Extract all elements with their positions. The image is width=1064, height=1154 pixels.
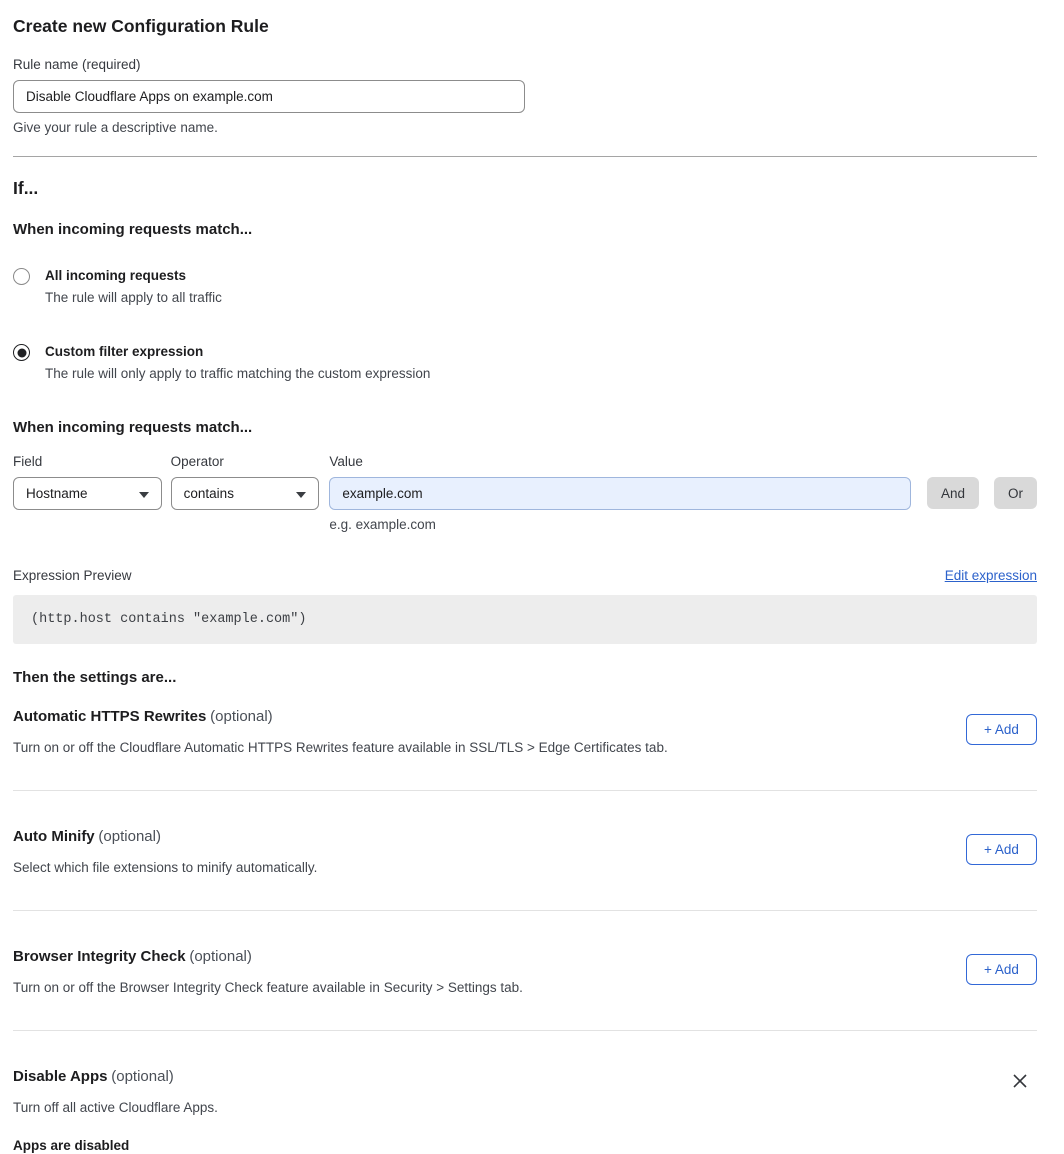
feature-name: Auto Minify: [13, 828, 95, 845]
operator-select-value: contains: [183, 486, 234, 501]
feature-title: [13, 708, 1037, 726]
section-divider: [13, 156, 1037, 157]
feature-description: Select which file extensions to minify automatically.: [13, 860, 318, 875]
feature-automatic-https-rewrites: [13, 686, 1037, 791]
feature-name: Browser Integrity Check: [13, 948, 186, 965]
close-icon: [1011, 1072, 1029, 1090]
rule-name-label: Rule name (required): [13, 57, 141, 72]
feature-optional-tag: (optional): [210, 708, 273, 725]
radio-option-custom-filter[interactable]: [13, 344, 1037, 381]
operator-label: Operator: [170, 454, 224, 469]
feature-optional-tag: (optional): [189, 948, 252, 965]
value-label: Value: [329, 454, 363, 469]
operator-select[interactable]: [171, 477, 320, 510]
if-heading: If...: [13, 178, 39, 198]
feature-auto-minify: [13, 791, 1037, 911]
add-button[interactable]: + Add: [966, 954, 1037, 985]
and-button[interactable]: And: [927, 477, 979, 509]
or-button[interactable]: Or: [994, 477, 1037, 509]
feature-description: Turn on or off the Browser Integrity Check feature available in Security > Settings tab.: [13, 980, 523, 995]
feature-title: [13, 1068, 1037, 1086]
radio-button-unselected[interactable]: [13, 268, 30, 285]
radio-label: All incoming requests: [45, 268, 187, 283]
feature-name: Automatic HTTPS Rewrites: [13, 708, 207, 725]
radio-label: Custom filter expression: [45, 344, 204, 359]
chevron-down-icon: [139, 492, 149, 498]
field-select[interactable]: [13, 477, 162, 510]
feature-optional-tag: (optional): [111, 1068, 174, 1085]
expression-builder-row: [13, 454, 1037, 532]
field-select-value: Hostname: [26, 486, 88, 501]
expression-preview-header: [13, 568, 1037, 584]
value-input[interactable]: [329, 477, 911, 510]
feature-description: Turn on or off the Cloudflare Automatic HTTPS Rewrites feature available in SSL/TLS > Edge Certificates tab.: [13, 740, 668, 755]
feature-optional-tag: (optional): [98, 828, 161, 845]
feature-description: Turn off all active Cloudflare Apps.: [13, 1100, 218, 1115]
close-button[interactable]: [1010, 1071, 1030, 1091]
add-button[interactable]: + Add: [966, 714, 1037, 745]
value-column: [329, 454, 911, 532]
chevron-down-icon: [296, 492, 306, 498]
field-label: Field: [13, 454, 43, 469]
page-title: Create new Configuration Rule: [13, 16, 269, 36]
rule-name-section: [13, 57, 1037, 135]
settings-heading: Then the settings are...: [13, 669, 177, 686]
andor-buttons: [927, 477, 1037, 509]
radio-text: [45, 268, 222, 305]
feature-browser-integrity-check: [13, 911, 1037, 1031]
expression-preview-code: [13, 595, 1037, 644]
feature-title: [13, 948, 1037, 966]
feature-name: Disable Apps: [13, 1068, 108, 1085]
radio-button-selected[interactable]: [13, 344, 30, 361]
feature-disable-apps: [13, 1031, 1037, 1154]
feature-title: [13, 828, 1037, 846]
rule-name-input[interactable]: [13, 80, 525, 113]
value-hint: e.g. example.com: [329, 517, 436, 532]
expression-code-text: (http.host contains "example.com"): [31, 612, 307, 627]
radio-text: [45, 344, 430, 381]
operator-column: [171, 454, 320, 510]
match-heading-builder: When incoming requests match...: [13, 419, 253, 436]
match-heading-radio: When incoming requests match...: [13, 221, 253, 238]
radio-option-all-incoming[interactable]: [13, 268, 1037, 305]
field-column: [13, 454, 162, 510]
radio-description: The rule will only apply to traffic matching the custom expression: [45, 366, 431, 381]
add-button[interactable]: + Add: [966, 834, 1037, 865]
rule-name-help: Give your rule a descriptive name.: [13, 120, 218, 135]
apps-disabled-status: Apps are disabled: [13, 1138, 130, 1153]
radio-description: The rule will apply to all traffic: [45, 290, 222, 305]
expression-preview-label: Expression Preview: [13, 568, 132, 583]
edit-expression-link[interactable]: Edit expression: [944, 568, 1037, 583]
